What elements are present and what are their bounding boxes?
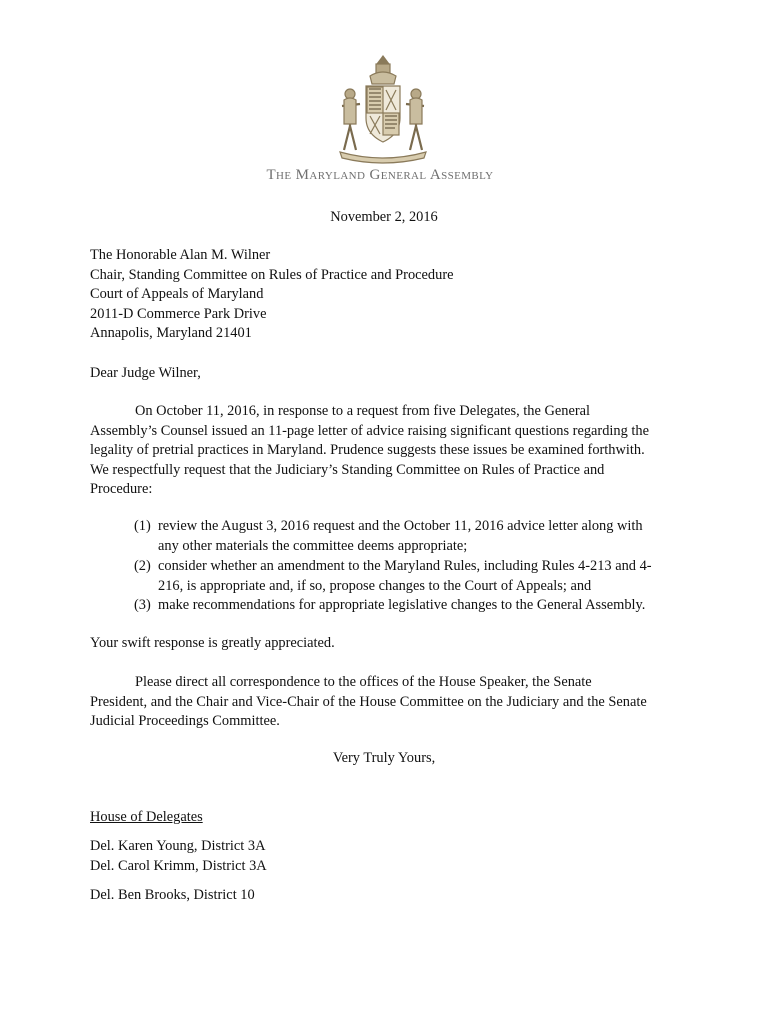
request-line: any other materials the committee deems appropriate; bbox=[158, 537, 468, 554]
address-line: Annapolis, Maryland 21401 bbox=[90, 325, 252, 341]
paragraph-1 bbox=[90, 402, 682, 500]
paragraph-line: President, and the Chair and Vice-Chair of the House Committee on the Judiciary and the Senate bbox=[90, 693, 647, 710]
closing: Very Truly Yours, bbox=[332, 750, 436, 766]
request-number: (2) bbox=[134, 558, 151, 574]
paragraph-line: legality of pretrial practices in Maryland. Prudence suggests these issues be examined forthwith. bbox=[90, 442, 645, 458]
paragraph-line: Assembly’s Counsel issued an 11-page letter of advice raising significant questions regarding the bbox=[90, 422, 649, 439]
signatory: Del. Ben Brooks, District 10 bbox=[90, 887, 255, 903]
salutation: Dear Judge Wilner, bbox=[90, 365, 201, 381]
paragraph-line: Judicial Proceedings Committee. bbox=[90, 713, 280, 729]
maryland-great-seal-icon bbox=[330, 54, 436, 166]
paragraph-line: Procedure: bbox=[90, 481, 153, 497]
request-line: 216, is appropriate and, if so, propose changes to the Court of Appeals; and bbox=[158, 577, 592, 594]
address-line: 2011-D Commerce Park Drive bbox=[90, 305, 267, 322]
address-line: Court of Appeals of Maryland bbox=[90, 286, 264, 302]
response-line: Your swift response is greatly appreciated. bbox=[90, 635, 335, 651]
signatories-heading: House of Delegates bbox=[90, 809, 203, 825]
letter-date: November 2, 2016 bbox=[330, 209, 438, 225]
request-line: make recommendations for appropriate legislative changes to the General Assembly. bbox=[158, 597, 646, 613]
paragraph-line: We respectfully request that the Judiciary’s Standing Committee on Rules of Practice and bbox=[90, 461, 605, 478]
request-line: review the August 3, 2016 request and the October 11, 2016 advice letter along with bbox=[158, 518, 643, 534]
recipient-address bbox=[90, 246, 682, 344]
address-line: Chair, Standing Committee on Rules of Practice and Procedure bbox=[90, 266, 454, 283]
paragraph-2 bbox=[90, 673, 682, 732]
org-name: The Maryland General Assembly bbox=[266, 167, 494, 183]
signatory: Del. Carol Krimm, District 3A bbox=[90, 858, 267, 874]
signatory: Del. Karen Young, District 3A bbox=[90, 838, 266, 854]
request-line: consider whether an amendment to the Maryland Rules, including Rules 4-213 and 4- bbox=[158, 558, 652, 574]
paragraph-line: Please direct all correspondence to the offices of the House Speaker, the Senate bbox=[135, 674, 592, 690]
paragraph-line: On October 11, 2016, in response to a request from five Delegates, the General bbox=[135, 403, 591, 419]
request-number: (3) bbox=[134, 597, 151, 613]
request-number: (1) bbox=[134, 518, 151, 534]
address-line: The Honorable Alan M. Wilner bbox=[90, 247, 271, 263]
